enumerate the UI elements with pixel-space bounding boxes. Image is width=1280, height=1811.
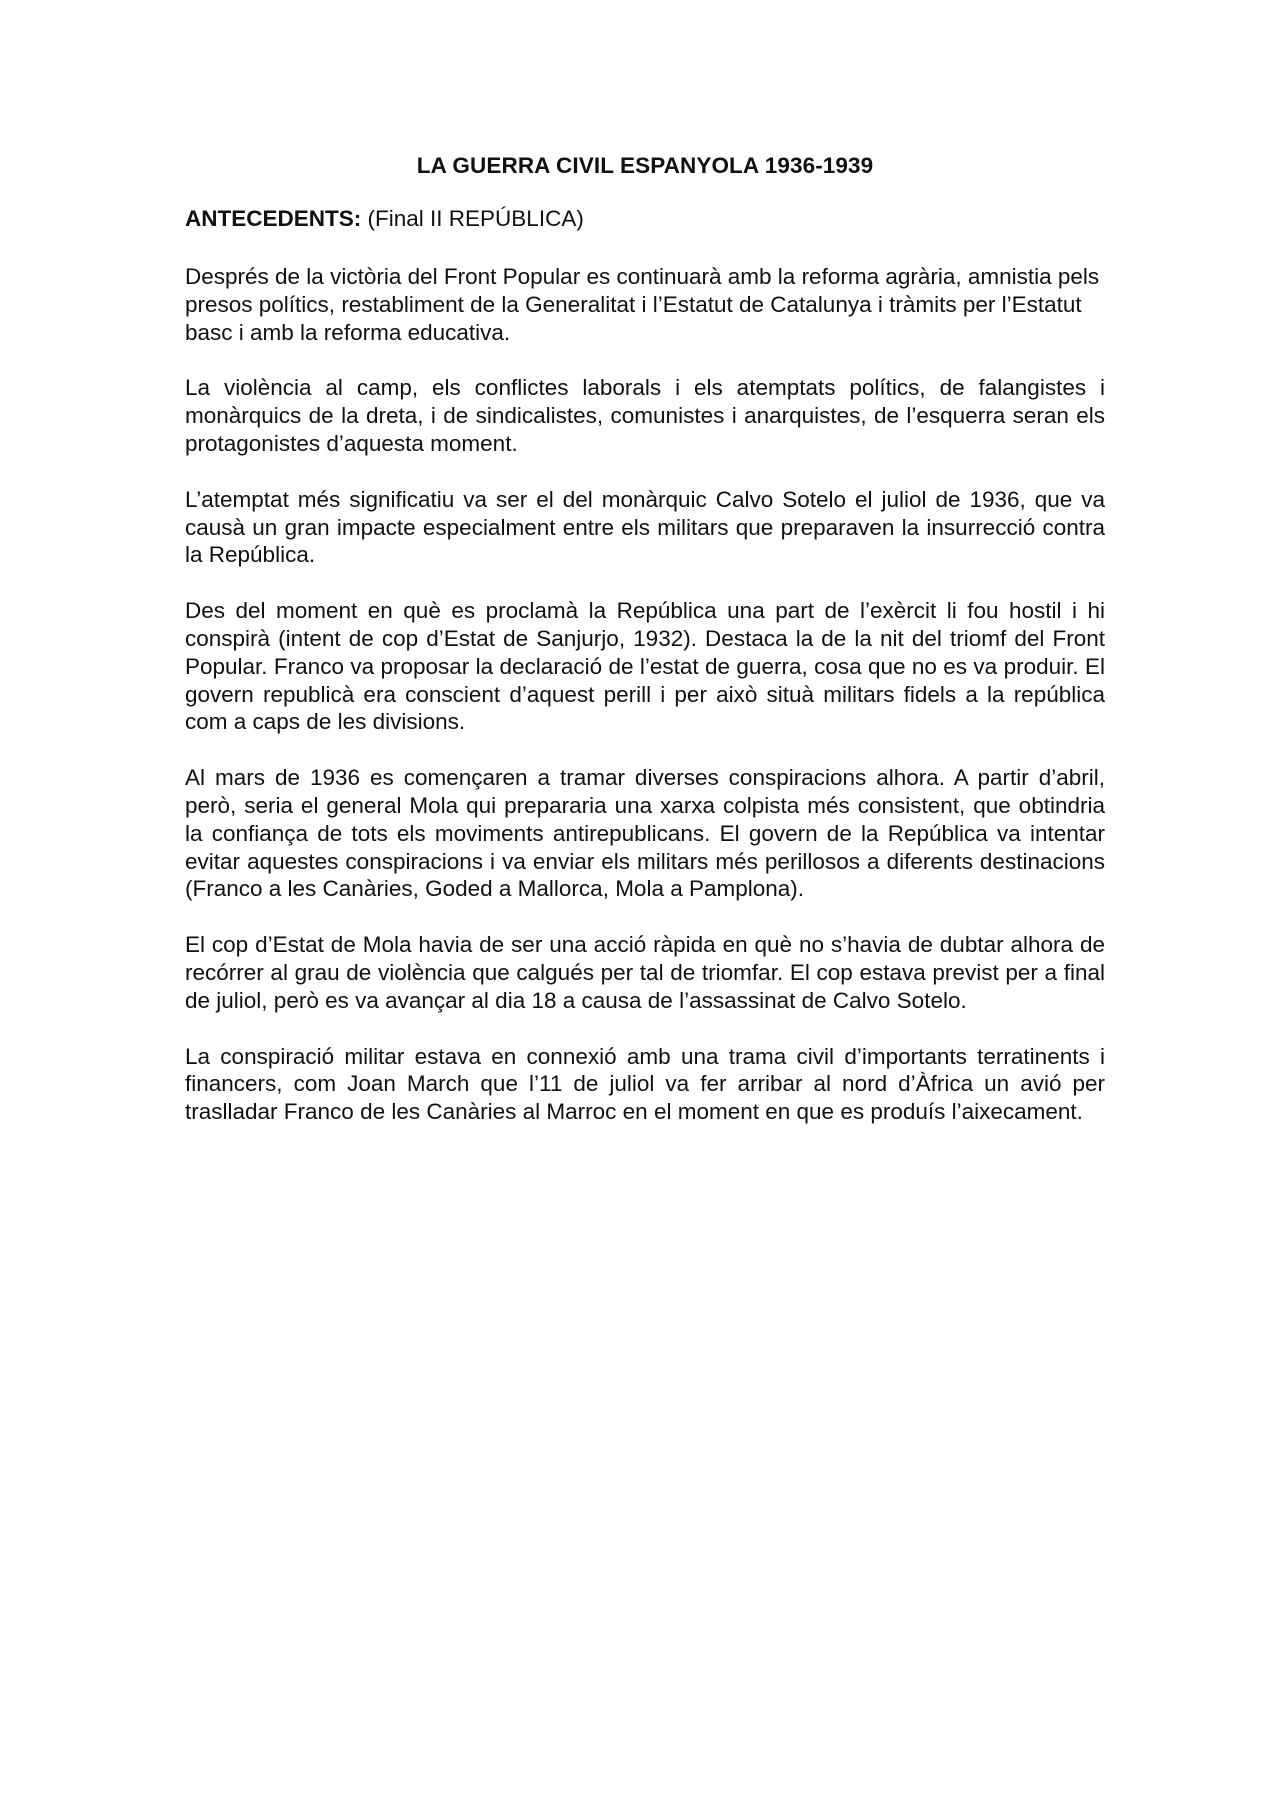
- section-label: ANTECEDENTS:: [185, 206, 362, 231]
- paragraph-7: La conspiració militar estava en connexió amb una trama civil d’importants terratinents i financers, com Joan March que l’11 de juliol va fer arribar al nord d’Àfrica un avió per traslladar Franco de les Canàries al Marroc en el moment en que es produís l’aixecament.: [185, 1043, 1105, 1125]
- paragraph-3: L’atemptat més significatiu va ser el del monàrquic Calvo Sotelo el juliol de 1936, que va causà un gran impacte especialment entre els militars que preparaven la insurrecció contra la República.: [185, 486, 1105, 568]
- paragraph-2: La violència al camp, els conflictes laborals i els atemptats polítics, de falangistes i monàrquics de la dreta, i de sindicalistes, comunistes i anarquistes, de l’esquerra seran els protagonistes d’aquesta moment.: [185, 375, 1105, 456]
- paragraph-1: Després de la victòria del Front Popular es continuarà amb la reforma agrària, amnistia pels presos polítics, restabliment de la Generalitat i l’Estatut de Catalunya i tràmits per l’Estatut basc i amb la reforma educativa.: [185, 264, 1100, 345]
- paragraph-4: Des del moment en què es proclamà la República una part de l’exèrcit li fou hostil i hi conspirà (intent de cop d’Estat de Sanjurjo, 1932). Destaca la de la nit del triomf del Front Popular. Franco va proposar la declaració de l’estat de guerra, cosa que no es va produir. El govern republicà era conscient d’aquest perill i per això situà militars fidels a la república com a caps de les divisions.: [185, 598, 1105, 735]
- document-title: LA GUERRA CIVIL ESPANYOLA 1936-1939: [416, 153, 874, 178]
- paragraph-5: Al mars de 1936 es començaren a tramar diverses conspiracions alhora. A partir d’abril, però, seria el general Mola qui prepararia una xarxa colpista més consistent, que obtindria la confiança de tots els moviments antirepublicans. El govern de la República va intentar evitar aquestes conspiracions i va enviar els militars més perillosos a diferents destinacions (Franco a les Canàries, Goded a Mallorca, Mola a Pamplona).: [185, 765, 1105, 902]
- paragraph-6: El cop d’Estat de Mola havia de ser una acció ràpida en què no s’havia de dubtar alhora de recórrer al grau de violència que calgués per tal de triomfar. El cop estava previst per a final de juliol, però es va avançar al dia 18 a causa de l’assassinat de Calvo Sotelo.: [185, 932, 1105, 1013]
- section-heading: [185, 205, 1105, 233]
- section-note: (Final II REPÚBLICA): [361, 206, 584, 231]
- document-body: [185, 152, 1105, 1154]
